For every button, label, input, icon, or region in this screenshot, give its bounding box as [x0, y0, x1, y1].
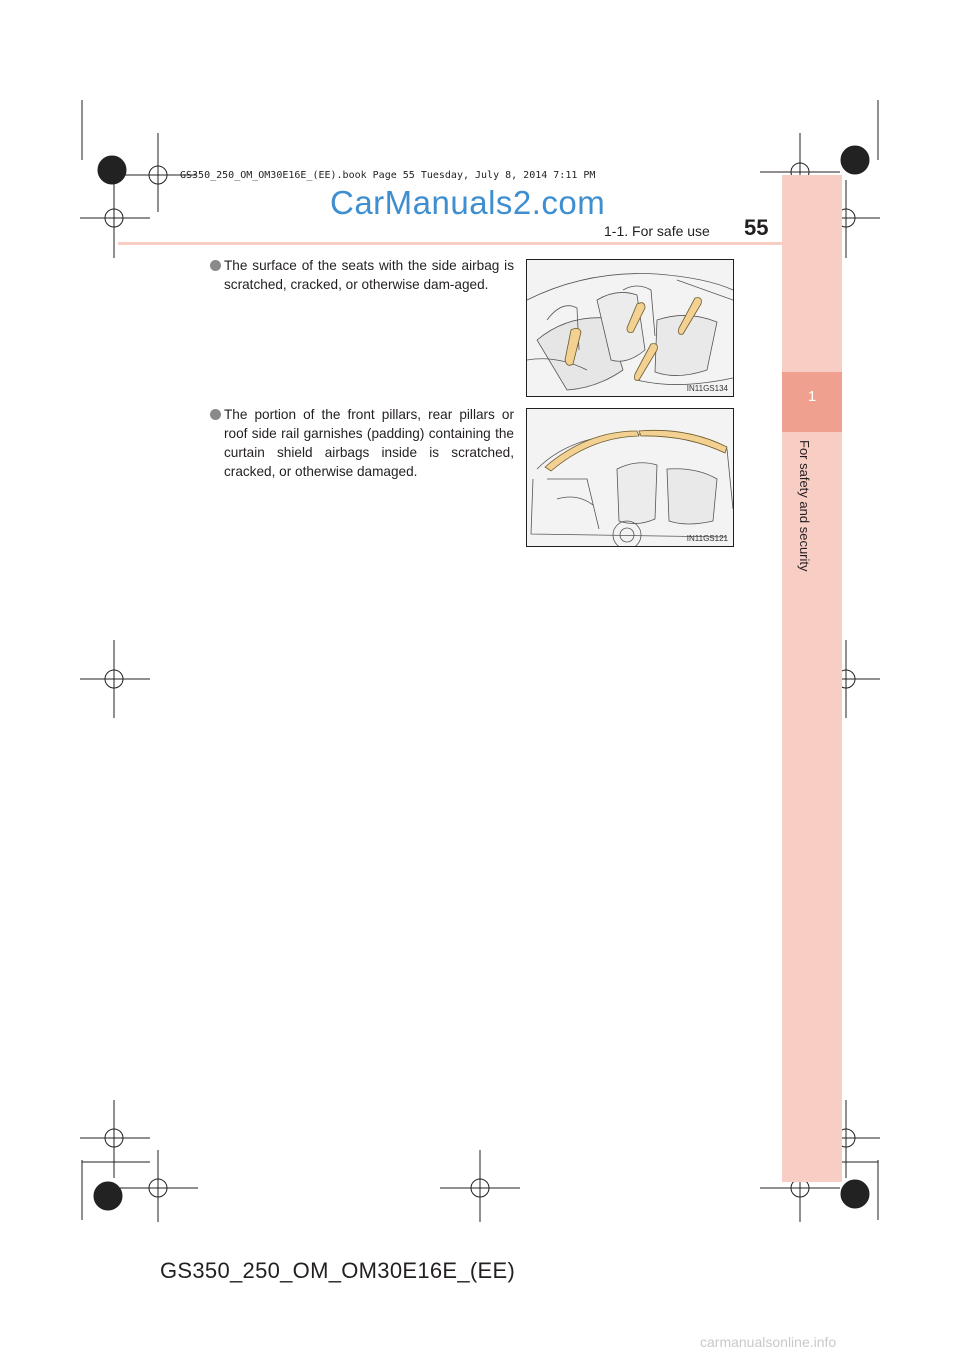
bullet-dot-icon — [210, 409, 221, 420]
footer-model-code: GS350_250_OM_OM30E16E_(EE) — [160, 1258, 516, 1283]
bullet-text: The surface of the seats with the side airbag is scratched, cracked, or otherwise dam-aged. — [224, 258, 514, 292]
bullet-item — [224, 256, 514, 294]
side-airbag-illustration — [526, 259, 734, 397]
section-title: 1-1. For safe use — [604, 223, 710, 239]
print-stamp: GS350_250_OM_OM30E16E_(EE).book Page 55 Tuesday, July 8, 2014 7:11 PM — [180, 170, 596, 181]
bullet-text: The portion of the front pillars, rear pillars or roof side rail garnishes (padding) containing the curtain shield airbags inside is scratched, cracked, or otherwise damaged. — [224, 407, 514, 479]
chapter-number: 1 — [807, 388, 817, 405]
figure-code: IN11GS134 — [686, 384, 728, 393]
figure-code: IN11GS121 — [686, 534, 728, 543]
car-interior-seats-icon — [527, 260, 733, 396]
chapter-sidebar — [782, 175, 842, 1182]
curtain-airbag-illustration — [526, 408, 734, 547]
bullet-dot-icon — [210, 260, 221, 271]
bottom-watermark: carmanualsonline.info — [700, 1334, 837, 1350]
bullet-item — [224, 405, 514, 481]
header-divider — [118, 242, 842, 245]
page-number: 55 — [744, 215, 769, 240]
watermark-link[interactable]: CarManuals2.com — [330, 184, 606, 221]
car-cutaway-icon — [527, 409, 733, 546]
chapter-label: For safety and security — [797, 440, 812, 572]
